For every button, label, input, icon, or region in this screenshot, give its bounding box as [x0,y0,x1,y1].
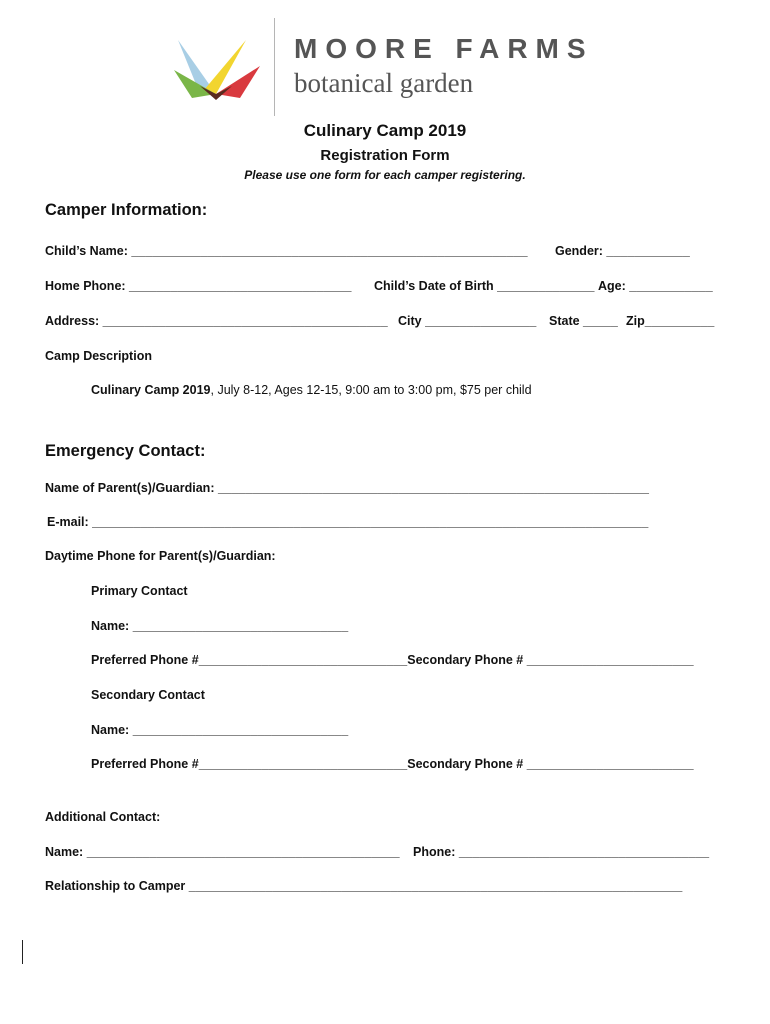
camp-description-label: Camp Description [45,349,152,363]
email-line[interactable]: ________________________________________________________________________________ [92,515,649,529]
additional-contact-heading: Additional Contact: [45,810,161,824]
primary-preferred-phone-field[interactable] [91,653,694,667]
state-field[interactable] [549,314,618,328]
city-label: City [398,314,426,328]
primary-secondary-phone-label: Secondary Phone # [407,653,527,667]
home-phone-line[interactable]: ________________________________ [129,279,352,293]
age-label: Age: [598,279,630,293]
state-label: State [549,314,584,328]
secondary-preferred-phone-line[interactable]: ______________________________ [198,757,408,771]
logo-divider [274,18,275,116]
camp-details: , July 8-12, Ages 12-15, 9:00 am to 3:00 pm, $75 per child [210,383,532,397]
date-of-birth-line[interactable]: ______________ [497,279,595,293]
additional-phone-line[interactable]: ____________________________________ [458,845,710,859]
childs-name-line[interactable]: _________________________________________________________ [131,244,528,258]
secondary-preferred-phone-label: Preferred Phone # [91,757,199,771]
page-subtitle: Registration Form [320,147,450,164]
additional-name-label: Name: [45,845,87,859]
home-phone-field[interactable] [45,279,352,293]
moore-farms-logo-icon [170,36,262,102]
age-line[interactable]: ____________ [629,279,713,293]
email-label: E-mail: [47,515,93,529]
date-of-birth-field[interactable] [374,279,594,293]
state-line[interactable]: _____ [583,314,618,328]
primary-preferred-phone-label: Preferred Phone # [91,653,199,667]
date-of-birth-label: Child’s Date of Birth [374,279,498,293]
home-phone-label: Home Phone: [45,279,130,293]
gender-label: Gender: [555,244,607,258]
primary-preferred-phone-line[interactable]: ______________________________ [198,653,408,667]
brand-name: MOORE FARMS [294,33,594,64]
gender-field[interactable] [555,244,690,258]
primary-name-label: Name: [91,619,133,633]
relationship-label: Relationship to Camper [45,879,189,893]
address-line[interactable]: _________________________________________ [102,314,388,328]
secondary-name-field[interactable] [91,723,348,737]
brand-subtitle: botanical garden [294,68,474,98]
camp-description-text [91,383,532,397]
age-field[interactable] [598,279,713,293]
secondary-contact-label: Secondary Contact [91,688,205,702]
zip-label: Zip [626,314,645,328]
parent-name-field[interactable] [45,481,649,495]
daytime-phone-label: Daytime Phone for Parent(s)/Guardian: [45,549,276,563]
secondary-preferred-phone-field[interactable] [91,757,694,771]
address-label: Address: [45,314,103,328]
address-field[interactable] [45,314,388,328]
emergency-contact-heading: Emergency Contact: [45,442,206,460]
zip-line[interactable]: __________ [644,314,715,328]
city-line[interactable]: ________________ [425,314,537,328]
gender-line[interactable]: ____________ [606,244,690,258]
primary-name-field[interactable] [91,619,348,633]
primary-contact-label: Primary Contact [91,584,188,598]
camper-information-heading: Camper Information: [45,201,208,219]
primary-secondary-phone-line[interactable]: ________________________ [526,653,694,667]
additional-name-field[interactable] [45,845,400,859]
secondary-name-label: Name: [91,723,133,737]
page-title: Culinary Camp 2019 [303,121,467,140]
camp-name: Culinary Camp 2019 [91,383,211,397]
childs-name-label: Child’s Name: [45,244,132,258]
secondary-secondary-phone-line[interactable]: ________________________ [526,757,694,771]
zip-field[interactable] [626,314,714,328]
primary-name-line[interactable]: _______________________________ [132,619,349,633]
parent-name-line[interactable]: ______________________________________________________________ [217,481,649,495]
email-field[interactable] [47,515,648,529]
additional-phone-label: Phone: [413,845,459,859]
additional-name-line[interactable]: _____________________________________________ [86,845,400,859]
additional-phone-field[interactable] [413,845,709,859]
form-instructions: Please use one form for each camper registering. [244,168,526,182]
secondary-secondary-phone-label: Secondary Phone # [407,757,527,771]
city-field[interactable] [398,314,536,328]
text-cursor [22,940,23,964]
parent-name-label: Name of Parent(s)/Guardian: [45,481,218,495]
relationship-field[interactable] [45,879,682,893]
childs-name-field[interactable] [45,244,528,258]
secondary-name-line[interactable]: _______________________________ [132,723,349,737]
relationship-line[interactable]: _______________________________________________________________________ [188,879,683,893]
